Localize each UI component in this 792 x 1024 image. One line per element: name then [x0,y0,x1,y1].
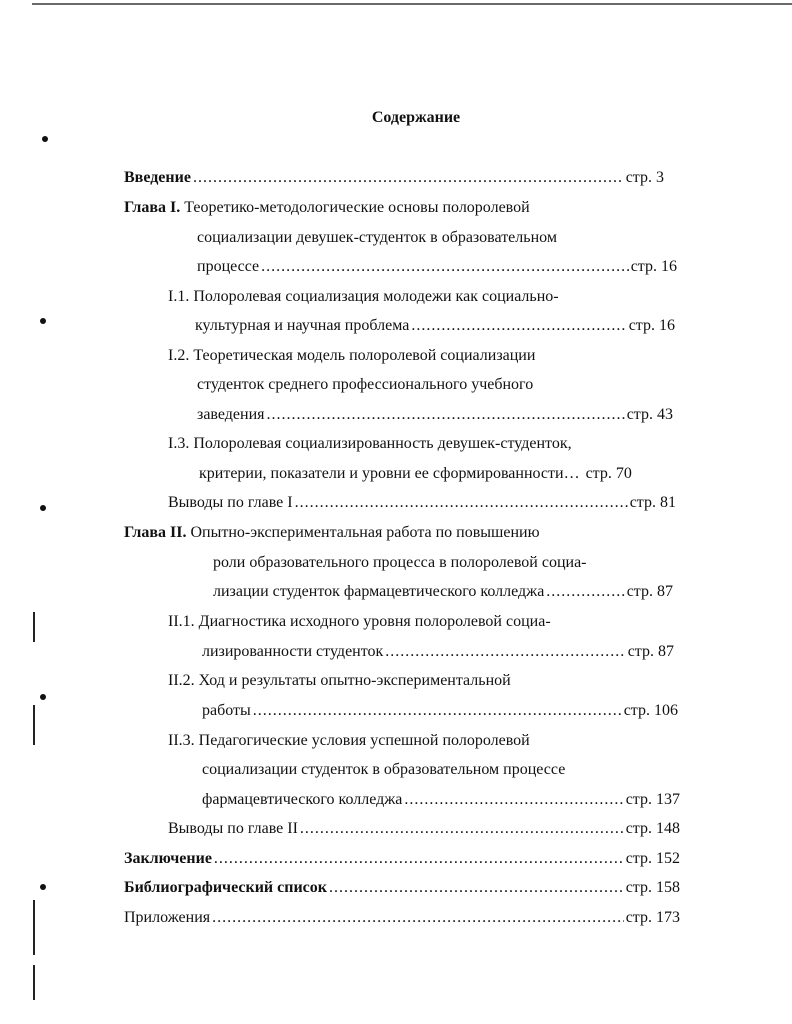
toc-leader-dots [267,405,625,425]
toc-heading-line: студенток среднего профессионального учебного [197,376,534,393]
toc-heading-last-line [202,701,678,721]
toc-page-number: стр. 148 [625,820,680,837]
toc-chapter-prefix: Глава I. [124,199,181,216]
toc-heading-last-line [202,790,680,810]
toc-leader-dots [253,701,622,721]
scan-edge-mark [33,900,35,955]
toc-label: Приложения [124,909,211,926]
scan-speck [40,694,46,700]
toc-page-number: стр. 70 [585,465,632,482]
toc-heading-line: Теоретико-методологические основы полоролевой [184,199,530,216]
toc-heading-line: Диагностика исходного уровня полоролевой социа- [198,613,551,630]
toc-leader-dots [261,257,629,277]
toc-section-prefix: II.1. [168,613,195,630]
toc-entry-section-2-3 [168,731,530,751]
scan-edge-mark [33,965,35,1000]
toc-page-number: стр. 81 [629,494,676,511]
scan-speck [40,505,46,511]
toc-leader-dots [300,819,624,839]
toc-leader-dots [193,168,624,188]
scan-speck [40,884,46,890]
toc-heading-last-line [199,464,675,484]
scan-edge-mark [33,705,35,745]
toc-leader-dots [385,642,625,662]
toc-entry-introduction [124,168,664,188]
toc-entry-chapter-2 [124,523,540,543]
toc-heading-line: социализации студенток в образовательном процессе [202,761,566,778]
toc-label: Заключение [124,850,212,867]
toc-page-number: стр. 173 [625,909,680,926]
toc-leader-dots [214,849,624,869]
toc-entry-conclusions-1 [168,493,676,513]
toc-section-prefix: I.3. [168,435,190,452]
toc-page-number: стр. 43 [626,406,673,423]
toc-leader-dots [546,582,624,602]
toc-leader-dots [329,878,624,898]
toc-entry-section-1-1 [168,287,559,307]
toc-page-number: стр. 16 [628,317,675,334]
toc-heading-last-line [195,316,675,336]
toc-heading-line: заведения [197,406,265,423]
toc-heading-line: фармацевтического колледжа [202,791,403,808]
toc-leader-dots [411,316,626,336]
scan-edge-line [32,3,792,5]
toc-page-number: стр. 106 [623,702,678,719]
scan-speck [40,318,46,324]
toc-section-prefix: I.2. [168,347,190,364]
toc-page-number: стр. 87 [626,583,673,600]
toc-entry-conclusion [124,849,680,869]
toc-chapter-prefix: Глава II. [124,524,187,541]
toc-section-prefix: I.1. [168,288,190,305]
toc-heading-line: критерии, показатели и уровни ее сформированности… [199,465,580,482]
toc-heading-line: Полоролевая социализированность девушек-студенток, [193,435,572,452]
toc-heading-line: Педагогические условия успешной полоролевой [198,732,530,749]
toc-heading-last-line [197,257,677,277]
toc-label: Библиографический список [124,879,327,896]
toc-entry-section-1-3 [168,434,572,454]
toc-entry-bibliography [124,878,680,898]
toc-leader-dots [295,493,628,513]
toc-heading-last-line [197,405,673,425]
toc-leader-dots [212,908,624,928]
toc-page-number: стр. 87 [627,643,674,660]
toc-entry-conclusions-2 [168,819,680,839]
toc-heading-last-line [202,642,674,662]
toc-section-prefix: II.2. [168,672,195,689]
toc-heading-line: культурная и научная проблема [195,317,410,334]
toc-entry-section-1-2 [168,346,535,366]
toc-heading-last-line [213,582,673,602]
toc-label: Выводы по главе II [168,820,298,837]
toc-heading-line: Полоролевая социализация молодежи как социально- [193,288,559,305]
toc-entry-section-2-1 [168,612,551,632]
toc-heading-line: Ход и результаты опытно-экспериментальной [198,672,511,689]
toc-page-number: стр. 158 [625,879,680,896]
toc-heading-line: лизированности студенток [202,643,384,660]
toc-heading-line: лизации студенток фармацевтического колледжа [213,583,545,600]
toc-heading-line: процессе [197,258,260,275]
toc-heading-line: работы [202,702,251,719]
toc-entry-appendices [124,908,680,928]
toc-leader-dots [404,790,623,810]
toc-page-number: стр. 3 [625,169,664,186]
toc-heading-line: Теоретическая модель полоролевой социализации [193,347,536,364]
scan-edge-mark [33,612,35,642]
toc-heading-line: Опытно-экспериментальная работа по повышению [190,524,540,541]
toc-section-prefix: II.3. [168,732,195,749]
toc-page-number: стр. 16 [630,258,677,275]
toc-label: Введение [124,169,191,186]
toc-label: Выводы по главе I [168,494,293,511]
toc-heading-line: социализации девушек-студенток в образовательном [197,229,557,246]
toc-heading-line: роли образовательного процесса в полоролевой социа- [213,554,587,571]
toc-page-number: стр. 137 [625,791,680,808]
toc-entry-chapter-1 [124,198,530,218]
page-title: Содержание [371,109,461,126]
toc-entry-section-2-2 [168,671,511,691]
scan-speck [42,136,48,142]
toc-page-number: стр. 152 [625,850,680,867]
